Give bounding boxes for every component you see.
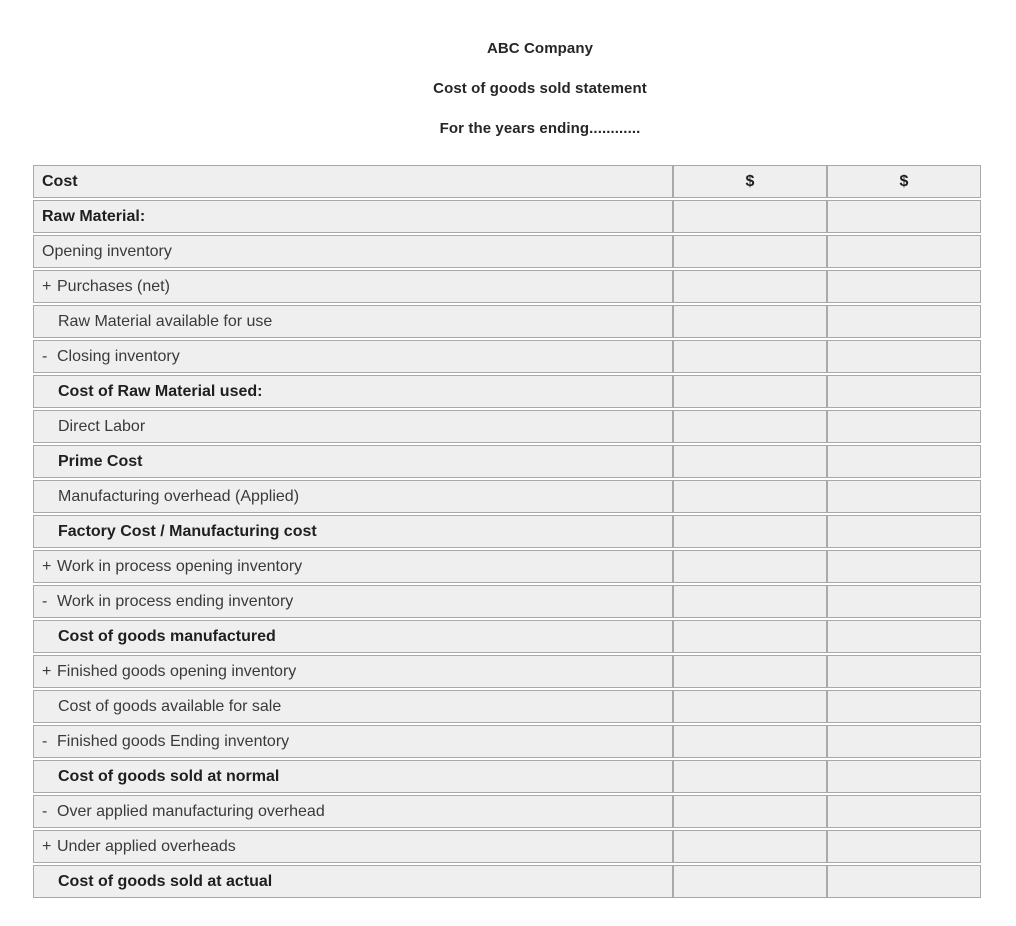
row-label: Opening inventory [42,243,172,260]
table-row [33,655,981,688]
table-row [33,725,981,758]
row-label-cell [33,340,673,373]
row-label-cell [33,375,673,408]
table-row [33,515,981,548]
amount-cell-1 [673,515,827,548]
amount-cell-1 [673,865,827,898]
amount-cell-2 [827,865,981,898]
row-label: Factory Cost / Manufacturing cost [58,523,317,540]
period-line: For the years ending............ [439,120,641,137]
table-header-row [33,165,981,198]
amount-cell-1 [673,480,827,513]
column-header-dollar-2: $ [827,165,981,198]
amount-cell-2 [827,340,981,373]
row-label-cell [33,480,673,513]
row-label: Cost of Raw Material used: [58,383,263,400]
column-header-cost: Cost [33,165,673,198]
row-label-cell [33,515,673,548]
row-label: Cost of goods sold at actual [58,873,273,890]
amount-cell-2 [827,795,981,828]
table-row [33,830,981,863]
amount-cell-2 [827,655,981,688]
row-sign: - [42,593,48,610]
amount-cell-2 [827,725,981,758]
row-label: Cost of goods available for sale [58,698,282,715]
amount-cell-1 [673,200,827,233]
row-label: Raw Material: [42,208,146,225]
row-label: Raw Material available for use [58,313,273,330]
amount-cell-2 [827,200,981,233]
table-row [33,410,981,443]
amount-cell-2 [827,550,981,583]
amount-cell-1 [673,760,827,793]
amount-cell-2 [827,480,981,513]
amount-cell-2 [827,235,981,268]
amount-cell-2 [827,585,981,618]
row-sign: - [42,733,48,750]
document-header [0,0,1016,138]
table-row [33,795,981,828]
row-label: Under applied overheads [57,838,236,855]
table-row [33,445,981,478]
amount-cell-2 [827,690,981,723]
row-label-cell [33,585,673,618]
amount-cell-1 [673,550,827,583]
row-label-cell [33,305,673,338]
row-label-cell [33,620,673,653]
row-label: Over applied manufacturing overhead [57,803,325,820]
amount-cell-2 [827,760,981,793]
company-name: ABC Company [486,40,594,57]
statement-title: Cost of goods sold statement [433,80,647,97]
table-row [33,690,981,723]
table-row [33,200,981,233]
row-label: Work in process opening inventory [57,558,303,575]
cogs-table [33,165,981,898]
table-row [33,585,981,618]
amount-cell-1 [673,340,827,373]
amount-cell-1 [673,620,827,653]
row-label: Cost of goods sold at normal [58,768,280,785]
table-row [33,235,981,268]
amount-cell-1 [673,690,827,723]
amount-cell-2 [827,410,981,443]
table-row [33,305,981,338]
row-label-cell [33,865,673,898]
table-row [33,760,981,793]
row-label-cell [33,550,673,583]
amount-cell-1 [673,270,827,303]
row-sign: - [42,348,48,365]
table-body [33,200,981,898]
amount-cell-2 [827,445,981,478]
row-sign: - [42,803,48,820]
table-row [33,480,981,513]
table-row [33,620,981,653]
amount-cell-2 [827,270,981,303]
row-sign: + [42,278,52,295]
table-row [33,375,981,408]
amount-cell-1 [673,375,827,408]
table-row [33,340,981,373]
row-label: Work in process ending inventory [57,593,294,610]
row-label: Prime Cost [58,453,143,470]
amount-cell-1 [673,235,827,268]
row-label-cell [33,445,673,478]
amount-cell-1 [673,410,827,443]
row-sign: + [42,558,52,575]
amount-cell-1 [673,585,827,618]
amount-cell-2 [827,515,981,548]
row-sign: + [42,838,52,855]
amount-cell-2 [827,620,981,653]
row-label: Finished goods Ending inventory [57,733,290,750]
amount-cell-2 [827,830,981,863]
row-label-cell [33,795,673,828]
row-label-cell [33,690,673,723]
row-label: Purchases (net) [57,278,170,295]
row-label-cell [33,760,673,793]
amount-cell-1 [673,305,827,338]
row-label-cell [33,655,673,688]
row-label-cell [33,200,673,233]
table-row [33,270,981,303]
row-label: Closing inventory [57,348,180,365]
row-label: Direct Labor [58,418,146,435]
amount-cell-1 [673,445,827,478]
amount-cell-1 [673,655,827,688]
row-label-cell [33,725,673,758]
column-header-dollar-1: $ [673,165,827,198]
amount-cell-1 [673,830,827,863]
table-row [33,865,981,898]
amount-cell-2 [827,375,981,408]
row-sign: + [42,663,52,680]
amount-cell-1 [673,795,827,828]
row-label-cell [33,410,673,443]
row-label: Cost of goods manufactured [58,628,276,645]
row-label-cell [33,235,673,268]
row-label: Finished goods opening inventory [57,663,297,680]
row-label-cell [33,270,673,303]
table-row [33,550,981,583]
amount-cell-2 [827,305,981,338]
row-label-cell [33,830,673,863]
amount-cell-1 [673,725,827,758]
row-label: Manufacturing overhead (Applied) [58,488,300,505]
